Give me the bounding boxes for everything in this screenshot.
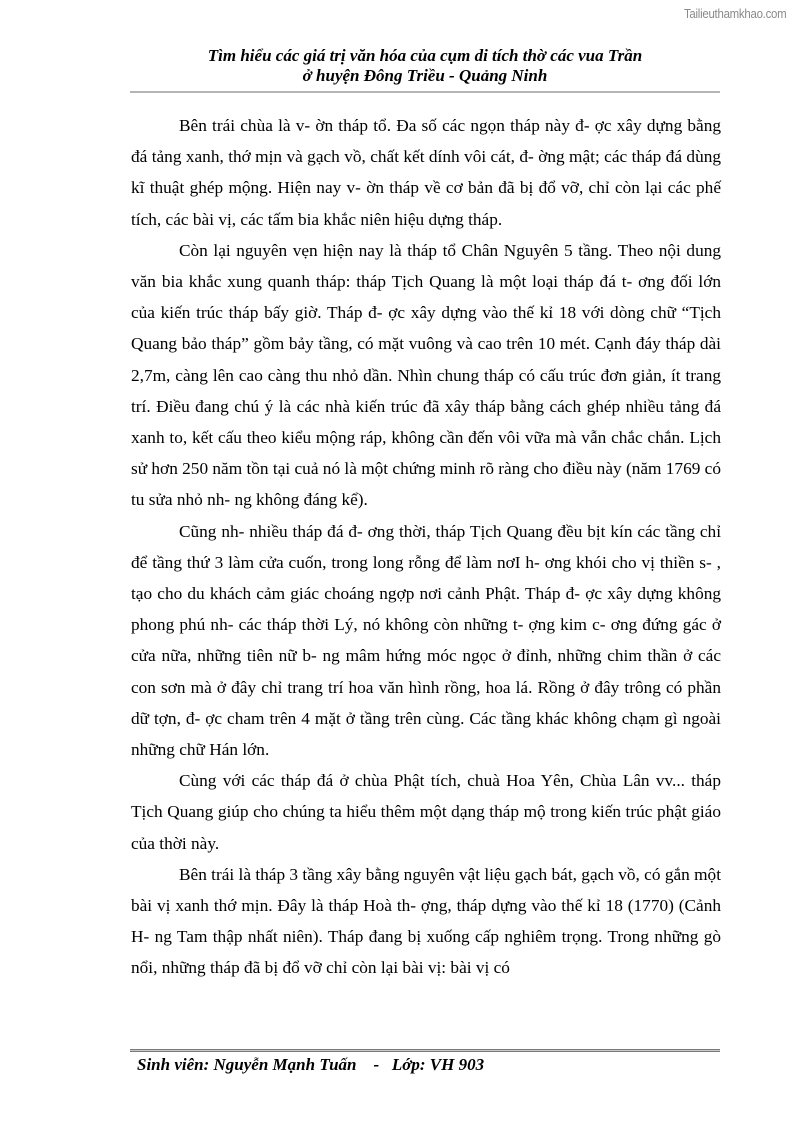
paragraph: Cùng với các tháp đá ở chùa Phật tích, chuà Hoa Yên, Chùa Lân vv... tháp Tịch Quang giúp cho chúng ta hiểu thêm một dạng tháp mộ trong kiến trúc phật giáo của thời này. [131,771,721,853]
paragraph: Còn lại nguyên vẹn hiện nay là tháp tổ Chân Nguyên 5 tầng. Theo nội dung văn bia khắc xung quanh tháp: tháp Tịch Quang là một loại tháp đá t- ơng đối lớn của kiến trúc tháp bấy giờ. Tháp đ- ợc xây dựng vào thế kỉ 18 với dòng chữ “Tịch Quang bảo tháp” gồm bảy tầng, có mặt vuông và cao trên 10 mét. Cạnh đáy tháp dài 2,7m, càng lên cao càng thu nhỏ dần. Nhìn chung tháp có cấu trúc đơn giản, ít trang trí. Điều đang chú ý là các nhà kiến trúc đã xây tháp bằng cách ghép nhiều tảng đá xanh to, kết cấu theo kiểu mộng ráp, không cần đến vôi vữa mà vẫn chắc chắn. Lịch sử hơn 250 năm tồn tại cuả nó là một chứng minh rõ ràng cho điều này (năm 1769 có tu sửa nhỏ nh- ng không đáng kể). [131,240,721,510]
paragraph: Bên trái là tháp 3 tầng xây bằng nguyên vật liệu gạch bát, gạch vồ, có gắn một bài vị xanh thớ mịn. Đây là tháp Hoà th- ợng, tháp dựng vào thế kỉ 18 (1770) (Cảnh H- ng Tam thập nhất niên). Tháp đang bị xuống cấp nghiêm trọng. Trong những gò nổi, những tháp đã bị đổ vỡ chỉ còn lại bài vị: bài vị có [131,864,721,978]
paragraph: Cũng nh- nhiều tháp đá đ- ơng thời, tháp Tịch Quang đều bịt kín các tầng chỉ để tầng thứ 3 làm cửa cuốn, trong long rỗng để làm nơI h- ơng khói cho vị thiền s- , tạo cho du khách cảm giác choáng ngợp nơi cảnh Phật. Tháp đ- ợc xây dựng không phong phú nh- các tháp thời Lý, nó không còn những t- ợng kim c- ơng đứng gác ở cửa nữa, những tiên nữ b- ng mâm hứng móc ngọc ở đỉnh, những chim thần ở các con sơn mà ở đây chỉ trang trí hoa văn hình rồng, hoa lá. Rồng ở đây trông có phần dữ tợn, đ- ợc cham trên 4 mặt ở tầng trên cùng. Các tầng khác không chạm gì ngoài những chữ Hán lớn. [131,521,721,760]
page-header [130,46,720,86]
footer-divider [130,1049,720,1052]
header-title-line-1: Tìm hiểu các giá trị văn hóa của cụm di tích thờ các vua Trần [207,46,643,65]
paragraph: Bên trái chùa là v- ờn tháp tổ. Đa số các ngọn tháp này đ- ợc xây dựng bằng đá tảng xanh, thớ mịn và gạch vồ, chất kết dính vôi cát, đ- ờng mật; các tháp đá dùng kĩ thuật ghép mộng. Hiện nay v- ờn tháp về cơ bản đã bị đổ vỡ, chỉ còn lại các phế tích, các bài vị, các tấm bia khắc niên hiệu dựng tháp. [131,116,721,229]
document-body [131,110,721,984]
header-title-line-2: ở huyện Đông Triều - Quảng Ninh [302,66,548,85]
page-footer: Sinh viên: Nguyễn Mạnh Tuấn - Lớp: VH 903 [137,1055,485,1074]
header-divider [130,91,720,93]
watermark: Tailieuthamkhao.com [683,6,786,21]
